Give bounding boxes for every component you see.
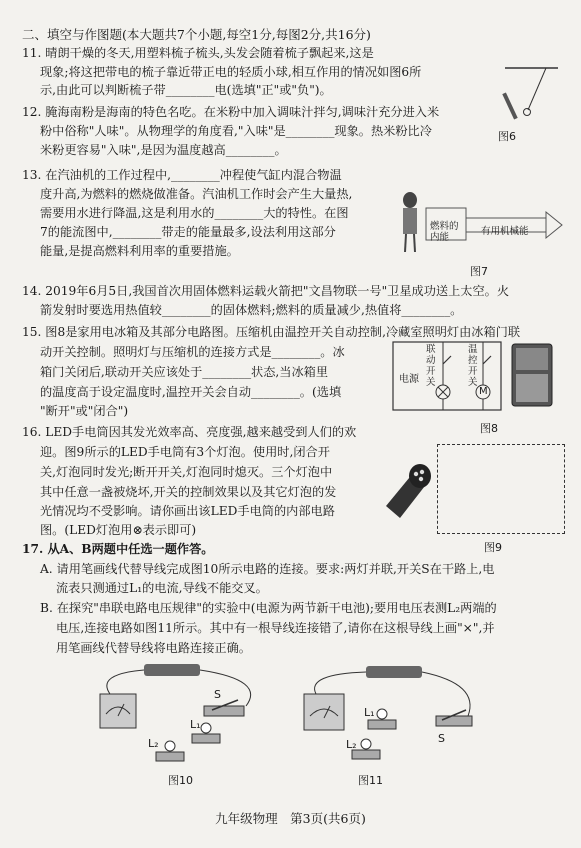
q14-line1: 14. 2019年6月5日,我国首次用固体燃料运载火箭把"文昌物联一号"卫星成功送上太空。火 [22,284,510,298]
q16-line6: 图。(LED灯泡用⊗表示即可) [40,523,197,537]
q16-line5: 光情况均不受影响。请你画出该LED手电筒的内部电路 [40,504,335,518]
q12-line1: 12. 腌海南粉是海南的特色名吃。在米粉中加入调味汁拌匀,调味汁充分进入米 [22,105,440,119]
fridge-image [510,342,558,408]
q11-line3: 示,由此可以判断梳子带________电(选填"正"或"负")。 [40,83,332,97]
figure-11-l1-label: L₁ [364,706,375,719]
figure-8-link-switch-label: 联动开关 [426,344,436,388]
figure-11-caption: 图11 [358,774,383,787]
page-footer: 九年级物理 第3页(共6页) [215,811,366,826]
section-title: 二、填空与作图题(本大题共7个小题,每空1分,每图2分,共16分) [22,27,371,42]
q17a-line1: A. 请用笔画线代替导线完成图10所示电路的连接。要求:两灯并联,开关S在干路上,电 [40,562,495,576]
q16-line2: 迎。图9所示的LED手电筒有3个灯泡。使用时,闭合开 [40,445,330,459]
figure-7-caption: 图7 [470,265,488,278]
q15-line3: 箱门关闭后,联动开关应该处于________状态,当冰箱里 [40,365,329,379]
q17-title: 17. 从A、B两题中任选一题作答。 [22,542,214,556]
figure-8-temp-switch-label: 温控开关 [468,344,478,388]
q13-line5: 能量,是提高燃料利用率的重要措施。 [40,244,239,258]
figure-6-caption: 图6 [498,130,516,143]
figure-10-circuit [86,660,276,770]
q13-line4: 7的能流图中,________带走的能量最多,设法利用这部分 [40,225,336,239]
q17b-line1: B. 在探究"串联电路电压规律"的实验中(电源为两节新干电池);要用电压表测L₂两端的 [40,601,497,615]
figure-10-s-label: S [214,688,221,701]
q16-line1: 16. LED手电筒因其发光效率高、亮度强,越来越受到人们的欢 [22,425,357,439]
q15-line4: 的温度高于设定温度时,温控开关会自动________。(选填 [40,385,342,399]
figure-8-motor-label: M [479,386,488,397]
q12-line2: 粉中俗称"人味"。从物理学的角度看,"入味"是________现象。热米粉比冷 [40,124,432,138]
q14-line2: 箭发射时要选用热值较________的固体燃料;燃料的质量减少,热值将________。 [40,303,463,317]
figure-11-l2-label: L₂ [346,738,357,751]
q16-line4: 其中任意一盏被烧坏,开关的控制效果以及其它灯泡的发 [40,485,337,499]
figure-11-circuit [296,660,486,770]
figure-6-diagram [500,62,560,122]
q16-line3: 关,灯泡同时发光;断开开关,灯泡同时熄灭。三个灯泡中 [40,465,333,479]
figure-8-caption: 图8 [480,422,498,435]
q11-line1: 11. 晴朗干燥的冬天,用塑料梳子梳头,头发会随着梳子飘起来,这是 [22,46,374,60]
q15-line2: 动开关控制。照明灯与压缩机的连接方式是________。冰 [40,345,345,359]
q13-line2: 度升高,为燃料的燃烧做准备。汽油机工作时会产生大量热, [40,187,353,201]
q17a-line2: 流表只测通过L₁的电流,导线不能交叉。 [56,581,268,595]
q15-line1: 15. 图8是家用电冰箱及其部分电路图。压缩机由温控开关自动控制,冷藏室照明灯由冰箱门联 [22,325,521,339]
q17b-line3: 用笔画线代替导线将电路连接正确。 [56,641,251,655]
figure-10-l1-label: L₁ [190,718,201,731]
q13-line1: 13. 在汽油机的工作过程中,________冲程使气缸内混合物温 [22,168,342,182]
figure-10-l2-label: L₂ [148,737,159,750]
q13-line3: 需要用水进行降温,这是利用水的________大的特性。在图 [40,206,349,220]
q15-line5: "断开"或"闭合") [40,404,129,418]
q12-line3: 米粉更容易"入味",是因为温度越高________。 [40,143,287,157]
figure-11-s-label: S [438,732,445,745]
figure-9-caption: 图9 [484,541,502,554]
figure-8-power-label: 电源 [399,374,419,385]
q17b-line2: 电压,连接电路如图11所示。其中有一根导线连接错了,请你在这根导线上画"×",并 [56,621,495,635]
figure-9-answer-box[interactable] [437,444,565,534]
flashlight-image [380,460,436,522]
figure-7-useful-label: 有用机械能 [481,226,529,237]
figure-10-caption: 图10 [168,774,193,787]
q11-line2: 现象;将这把带电的梳子靠近带正电的轻质小球,相互作用的情况如图6所 [40,65,422,79]
figure-7-fuel-label: 燃料的内能 [430,221,459,243]
